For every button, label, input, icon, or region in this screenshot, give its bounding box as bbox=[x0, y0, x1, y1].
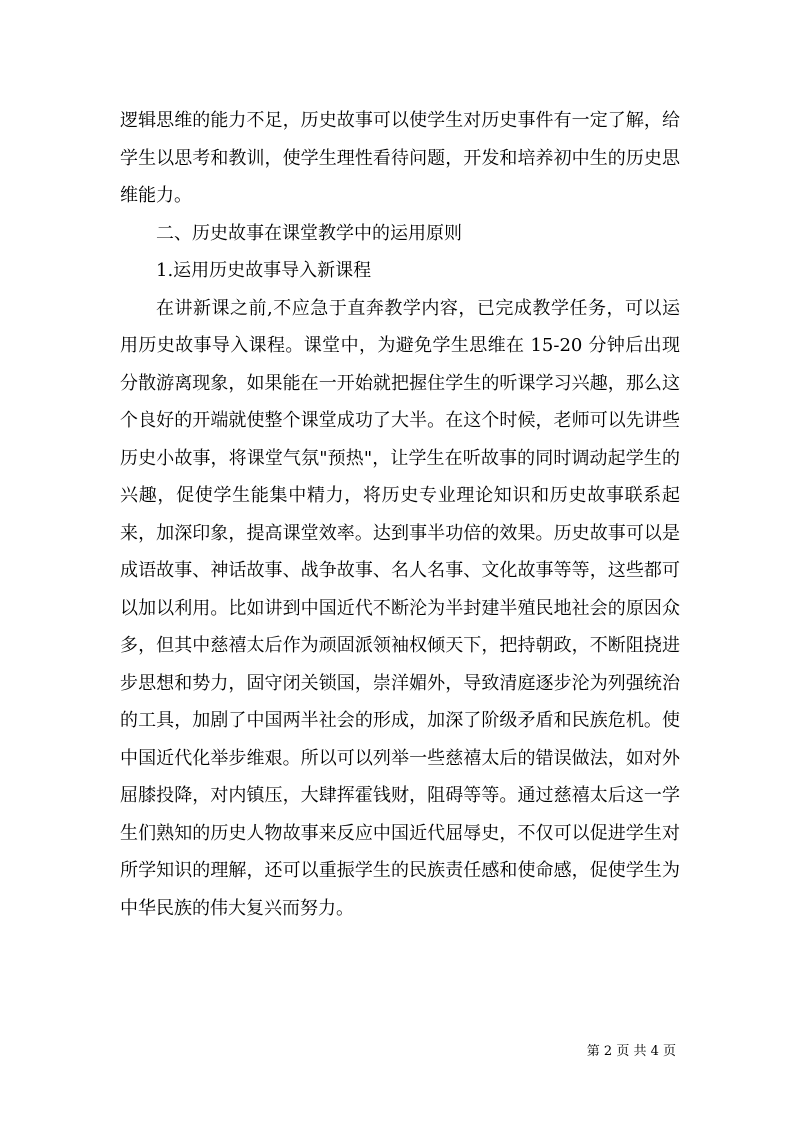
paragraph-body: 在讲新课之前,不应急于直奔教学内容，已完成教学任务，可以运用历史故事导入课程。课堂中，为避免学生思维在 15-20 分钟后出现分散游离现象，如果能在一开始就把握住学生的听课学习兴趣，那么这个良好的开端就使整个课堂成功了大半。在这个时候，老师可以先讲些历史小故事，将课堂气氛"预热"，让学生在听故事的同时调动起学生的兴趣，促使学生能集中精力，将历史专业理论知识和历史故事联系起来，加深印象，提高课堂效率。达到事半功倍的效果。历史故事可以是成语故事、神话故事、战争故事、名人名事、文化故事等等，这些都可以加以利用。比如讲到中国近代不断沦为半封建半殖民地社会的原因众多，但其中慈禧太后作为顽固派领袖权倾天下，把持朝政，不断阻挠进步思想和势力，固守闭关锁国，崇洋媚外，导致清庭逐步沦为列强统治的工具，加剧了中国两半社会的形成，加深了阶级矛盾和民族危机。使中国近代化举步维艰。所以可以列举一些慈禧太后的错误做法，如对外屈膝投降，对内镇压，大肆挥霍钱财，阻碍等等。通过慈禧太后这一学生们熟知的历史人物故事来反应中国近代屈辱史，不仅可以促进学生对所学知识的理解，还可以重振学生的民族责任感和使命感，促使学生为中华民族的伟大复兴而努力。 bbox=[120, 297, 680, 919]
subsection-heading: 1.运用历史故事导入新课程 bbox=[156, 260, 372, 281]
section-heading: 二、历史故事在课堂教学中的运用原则 bbox=[156, 222, 462, 244]
page-number-footer: 第 2 页 共 4 页 bbox=[586, 1044, 676, 1059]
paragraph-continuation: 逻辑思维的能力不足，历史故事可以使学生对历史事件有一定了解，给学生以思考和教训，使学生理性看待问题，开发和培养初中生的历史思维能力。 bbox=[120, 110, 680, 206]
document-body bbox=[120, 102, 680, 927]
